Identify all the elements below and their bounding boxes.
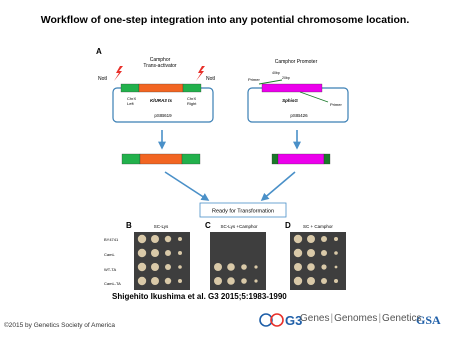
noti-right-bolt-icon <box>196 66 205 81</box>
primer-forward-line <box>259 80 282 84</box>
fragment-homology-right <box>324 154 330 164</box>
right-plasmid-label: Camphor Promoter <box>274 59 318 65</box>
g3-logo <box>260 313 302 328</box>
noti-left-label: NotI <box>98 76 108 82</box>
fragment-homology-left <box>272 154 278 164</box>
panel-c-label: C <box>205 221 211 230</box>
g3-wordmark: G3 <box>285 313 303 328</box>
right-plasmid-name: pSIB426 <box>290 113 308 118</box>
panel-d-condition: SC + Camphor <box>303 224 333 229</box>
journal-tagline: Genes|Genomes|Genetics <box>300 313 422 324</box>
left-plasmid-label-1: Camphor <box>149 57 171 63</box>
journal-word-genomes: Genomes <box>334 313 378 324</box>
left-plasmid-label-2: Trans-activator <box>143 63 177 69</box>
left-gene-label: KlURA3 ts <box>149 98 173 103</box>
right-gene-label: SphisG <box>282 98 298 103</box>
primer-reverse-line <box>300 92 328 102</box>
arrow-right-to-ready <box>262 172 295 200</box>
ready-box-text: Ready for Transformation <box>211 208 275 215</box>
fragment-klura3 <box>140 154 182 164</box>
klura3-gene <box>139 84 183 92</box>
figure-title: Workflow of one-step integration into any potential chromosome location. <box>40 14 410 26</box>
fragment-right-arm <box>182 154 200 164</box>
left-plasmid-name: pSIB619 <box>154 113 172 118</box>
journal-word-genes: Genes <box>300 313 330 324</box>
primer-right-label: Primer <box>330 102 342 107</box>
citation: Shigehito Ikushima et al. G3 2015;5:1983-1990 <box>112 292 287 301</box>
panel-c-condition: SC-Lys +Camphor <box>220 224 258 229</box>
panel-a-label: A <box>96 47 102 56</box>
panel-b-condition: SC-Lys <box>153 224 169 229</box>
primer-40bp-label: 40bp <box>272 71 280 75</box>
panel-d-label: D <box>285 221 291 230</box>
journal-word-genetics: Genetics <box>382 313 422 324</box>
strain-label-1: BY4741 <box>104 237 119 242</box>
fragment-left-arm <box>122 154 140 164</box>
fragment-sphisg <box>278 154 324 164</box>
panel-b-label: B <box>126 221 132 230</box>
left-linear-fragment <box>122 154 200 164</box>
strain-label-4: CamL-TA <box>104 281 121 286</box>
primer-20bp-label: 20bp <box>282 76 290 80</box>
sphisg-gene <box>262 84 322 92</box>
primer-left-label: Primer <box>248 77 260 82</box>
gsa-wordmark: GSA <box>416 313 441 327</box>
arm-right-text-2: Right <box>187 101 197 106</box>
arm-right-text-1: ChrX <box>187 96 197 101</box>
left-arm-chrx-left <box>121 84 139 92</box>
arm-left-text-2: Left <box>127 101 134 106</box>
noti-left-bolt-icon <box>114 66 123 81</box>
arrow-left-to-ready <box>165 172 208 200</box>
right-linear-fragment <box>272 154 330 164</box>
noti-right-label: NotI <box>206 76 216 82</box>
strain-label-2: CamL <box>104 252 115 257</box>
strain-label-3: WT-TA <box>104 267 117 272</box>
copyright: ©2015 by Genetics Society of America <box>4 322 116 329</box>
left-plasmid <box>98 57 215 122</box>
right-plasmid <box>248 59 348 122</box>
left-arm-chrx-right <box>183 84 201 92</box>
arm-left-text-1: ChrX <box>127 96 137 101</box>
